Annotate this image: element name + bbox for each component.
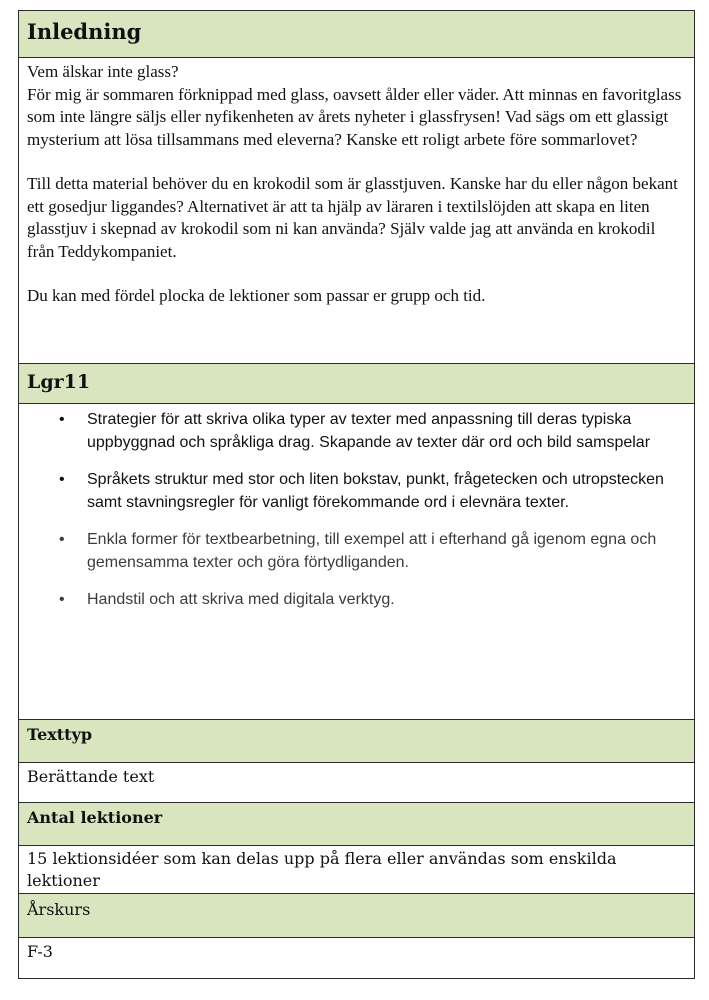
lesson-overview-table — [18, 10, 695, 979]
bullet-dot: • — [59, 471, 65, 488]
curriculum-item-text: Språkets struktur med stor och liten bokstav, punkt, frågetecken och utropstecken samt stavningsregler för vanligt förekommande ord i elevnära texter. — [87, 471, 664, 511]
intro-header — [19, 11, 694, 58]
lgr11-header — [19, 364, 694, 404]
texttyp-header — [19, 720, 694, 763]
antal-body — [19, 846, 694, 894]
curriculum-item-text: Strategier för att skriva olika typer av texter med anpassning till deras typiska uppbyggnad och språkliga drag. Skapande av texter där ord och bild samspelar — [87, 411, 651, 451]
curriculum-item — [27, 468, 686, 514]
bullet-dot: • — [59, 591, 65, 608]
intro-question: Vem älskar inte glass? — [27, 62, 179, 81]
intro-paragraph-1: För mig är sommaren förknippad med glass, oavsett ålder eller väder. Att minnas en favoritglass som inte längre säljs eller nyfikenheten av årets nyheter i glassfrysen! Vad sägs om ett glassigt mysterium att lösa tillsammans med eleverna? Kanske ett roligt arbete före sommarlovet? — [27, 84, 682, 149]
antal-value: 15 lektionsidéer som kan delas upp på flera eller användas som enskilda lektioner — [27, 849, 617, 890]
bullet-dot: • — [59, 411, 65, 428]
curriculum-item — [27, 588, 686, 611]
lgr11-title: Lgr11 — [27, 371, 91, 393]
bullet-dot: • — [59, 531, 65, 548]
texttyp-body — [19, 763, 694, 803]
intro-paragraph-3: Du kan med fördel plocka de lektioner som passar er grupp och tid. — [27, 286, 486, 305]
intro-paragraph-2: Till detta material behöver du en krokodil som är glasstjuven. Kanske har du eller någon bekant ett gosedjur liggandes? Alternativet är att ta hjälp av läraren i textilslöjden att skapa en liten glasstjuv i skepnad av krokodil som ni kan använda? Själv valde jag att använda en krokodil från Teddykompaniet. — [27, 174, 678, 261]
intro-title: Inledning — [27, 19, 142, 44]
intro-body — [19, 58, 694, 364]
arskurs-body — [19, 938, 694, 978]
curriculum-list — [27, 408, 686, 611]
arskurs-value: F-3 — [27, 942, 53, 961]
arskurs-title: Årskurs — [27, 900, 91, 919]
curriculum-item — [27, 408, 686, 454]
curriculum-item — [27, 528, 686, 574]
texttyp-value: Berättande text — [27, 767, 155, 786]
antal-title: Antal lektioner — [27, 808, 163, 827]
curriculum-item-text: Enkla former för textbearbetning, till exempel att i efterhand gå igenom egna och gemensamma texter och göra förtydliganden. — [87, 531, 657, 571]
arskurs-header — [19, 894, 694, 938]
lgr11-body — [19, 404, 694, 720]
texttyp-title: Texttyp — [27, 725, 93, 744]
antal-header — [19, 803, 694, 846]
curriculum-item-text: Handstil och att skriva med digitala verktyg. — [87, 591, 395, 608]
